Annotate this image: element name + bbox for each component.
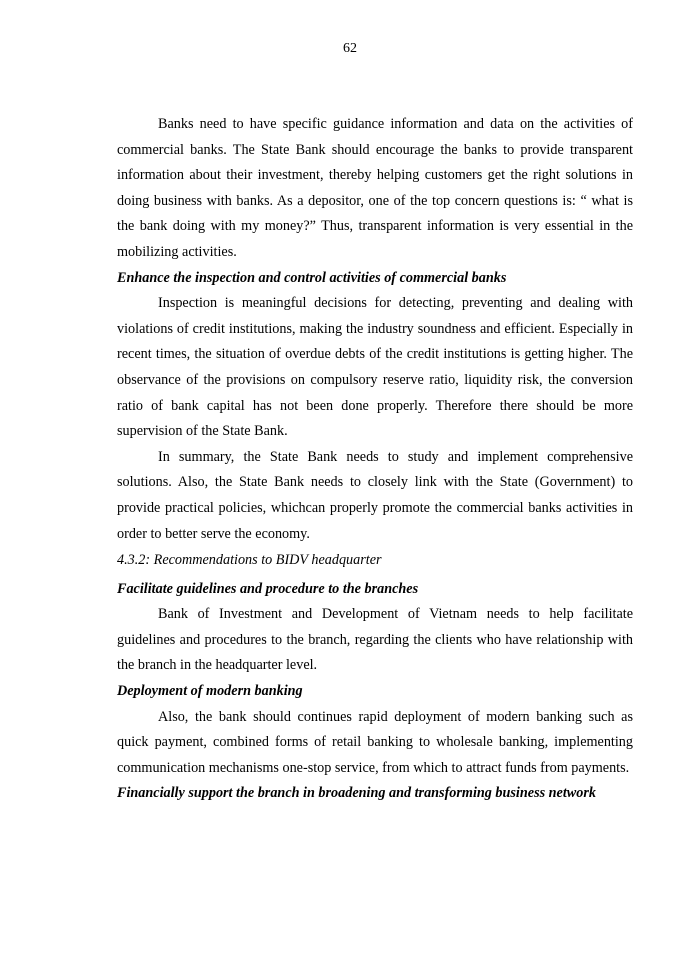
heading-inspection-control: Enhance the inspection and control activities of commercial banks: [117, 269, 507, 286]
heading-guidelines-procedure: Facilitate guidelines and procedure to the branches: [117, 580, 419, 597]
paragraph-summary: In summary, the State Bank needs to study and implement comprehensive solutions. Also, the State Bank needs to closely link with the State (Government) to provide practical policies, whichcan properly promote the commercial banks activities in order to better serve the economy.: [117, 448, 633, 542]
page-number: 62: [343, 41, 357, 56]
subsection-title-recommendations-bidv: 4.3.2: Recommendations to BIDV headquarter: [117, 552, 382, 569]
paragraph-guidelines: Bank of Investment and Development of Vietnam needs to help facilitate guidelines and procedures to the branch, regarding the clients who have relationship with the branch in the headquarter level.: [117, 606, 633, 674]
heading-modern-banking: Deployment of modern banking: [117, 683, 303, 700]
page-body: [117, 112, 633, 807]
heading-financial-support: Financially support the branch in broadening and transforming business network: [117, 785, 596, 802]
paragraph-transparency: Banks need to have specific guidance information and data on the activities of commercial banks. The State Bank should encourage the banks to provide transparent information about their investment, thereby helping customers get the right solutions in doing business with banks. As a depositor, one of the top concern questions is: “ what is the bank doing with my money?” Thus, transparent information is very essential in the mobilizing activities.: [117, 116, 633, 260]
paragraph-modern-banking: Also, the bank should continues rapid deployment of modern banking such as quick payment, combined forms of retail banking to wholesale banking, implementing communication mechanisms one-stop service, from which to attract funds from payments.: [117, 708, 633, 776]
paragraph-inspection: Inspection is meaningful decisions for detecting, preventing and dealing with violations of credit institutions, making the industry soundness and efficient. Especially in recent times, the situation of overdue debts of the credit institutions is getting higher. The observance of the provisions on compulsory reserve ratio, liquidity risk, the conversion ratio of bank capital has not been done properly. Therefore there should be more supervision of the State Bank.: [117, 295, 633, 440]
